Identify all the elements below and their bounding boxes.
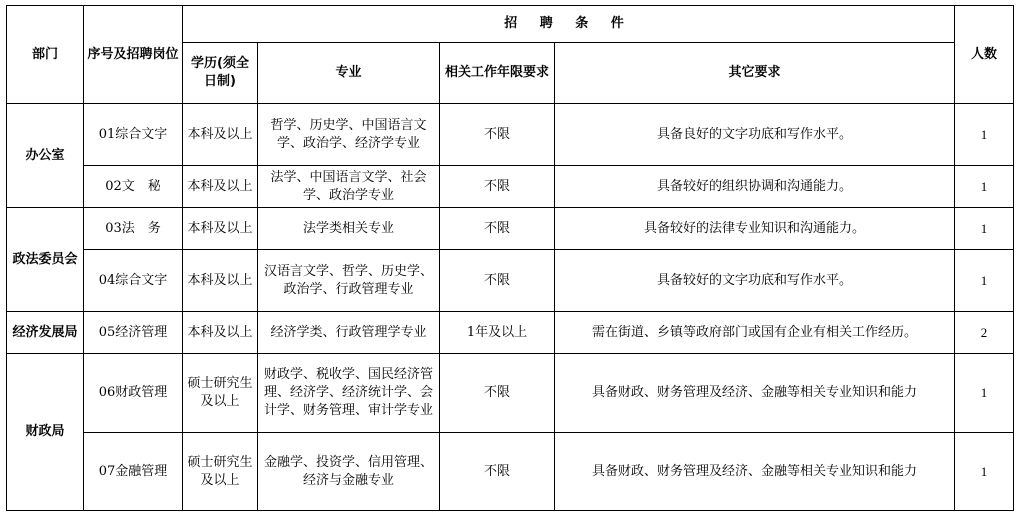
table-row	[7, 250, 1014, 312]
experience-cell: 不限	[440, 433, 555, 511]
education-cell: 本科及以上	[183, 104, 258, 166]
position-cell: 06财政管理	[84, 354, 183, 433]
count-cell: 1	[955, 354, 1014, 433]
education-cell: 本科及以上	[183, 312, 258, 354]
table-row	[7, 104, 1014, 166]
header-position: 序号及招聘岗位	[84, 6, 183, 104]
table-row	[7, 166, 1014, 208]
header-experience: 相关工作年限要求	[440, 43, 555, 104]
count-cell: 1	[955, 250, 1014, 312]
count-cell: 1	[955, 208, 1014, 250]
major-cell: 经济学类、行政管理学专业	[258, 312, 440, 354]
major-cell: 法学、中国语言文学、社会学、政治学专业	[258, 166, 440, 208]
major-cell: 财政学、税收学、国民经济管理、经济学、经济统计学、会计学、财务管理、审计学专业	[258, 354, 440, 433]
position-cell: 03法 务	[84, 208, 183, 250]
dept-cell: 政法委员会	[7, 208, 84, 312]
education-cell: 本科及以上	[183, 208, 258, 250]
table-row	[7, 433, 1014, 511]
experience-cell: 不限	[440, 208, 555, 250]
header-other: 其它要求	[555, 43, 955, 104]
experience-cell: 不限	[440, 354, 555, 433]
other-requirements-cell: 具备财政、财务管理及经济、金融等相关专业知识和能力	[555, 433, 955, 511]
major-cell: 法学类相关专业	[258, 208, 440, 250]
position-cell: 01综合文字	[84, 104, 183, 166]
header-education: 学历(须全日制)	[183, 43, 258, 104]
header-major: 专业	[258, 43, 440, 104]
table-row	[7, 354, 1014, 433]
table-row	[7, 312, 1014, 354]
major-cell: 汉语言文学、哲学、历史学、政治学、行政管理专业	[258, 250, 440, 312]
dept-cell: 财政局	[7, 354, 84, 511]
education-cell: 硕士研究生及以上	[183, 433, 258, 511]
other-requirements-cell: 具备较好的组织协调和沟通能力。	[555, 166, 955, 208]
position-cell: 04综合文字	[84, 250, 183, 312]
experience-cell: 不限	[440, 250, 555, 312]
other-requirements-cell: 具备财政、财务管理及经济、金融等相关专业知识和能力	[555, 354, 955, 433]
other-requirements-cell: 具备较好的法律专业知识和沟通能力。	[555, 208, 955, 250]
header-conditions: 招 聘 条 件	[183, 6, 955, 43]
table-row	[7, 208, 1014, 250]
recruitment-table	[6, 5, 1014, 511]
experience-cell: 1年及以上	[440, 312, 555, 354]
position-cell: 07金融管理	[84, 433, 183, 511]
dept-cell: 办公室	[7, 104, 84, 208]
position-cell: 02文 秘	[84, 166, 183, 208]
other-requirements-cell: 具备良好的文字功底和写作水平。	[555, 104, 955, 166]
count-cell: 1	[955, 433, 1014, 511]
education-cell: 本科及以上	[183, 250, 258, 312]
header-dept: 部门	[7, 6, 84, 104]
major-cell: 金融学、投资学、信用管理、经济与金融专业	[258, 433, 440, 511]
education-cell: 本科及以上	[183, 166, 258, 208]
position-cell: 05经济管理	[84, 312, 183, 354]
other-requirements-cell: 具备较好的文字功底和写作水平。	[555, 250, 955, 312]
header-row-1	[7, 6, 1014, 43]
recruitment-table-wrapper	[6, 5, 1014, 511]
count-cell: 2	[955, 312, 1014, 354]
dept-cell: 经济发展局	[7, 312, 84, 354]
count-cell: 1	[955, 104, 1014, 166]
header-count: 人数	[955, 6, 1014, 104]
experience-cell: 不限	[440, 166, 555, 208]
education-cell: 硕士研究生及以上	[183, 354, 258, 433]
other-requirements-cell: 需在街道、乡镇等政府部门或国有企业有相关工作经历。	[555, 312, 955, 354]
count-cell: 1	[955, 166, 1014, 208]
major-cell: 哲学、历史学、中国语言文学、政治学、经济学专业	[258, 104, 440, 166]
experience-cell: 不限	[440, 104, 555, 166]
